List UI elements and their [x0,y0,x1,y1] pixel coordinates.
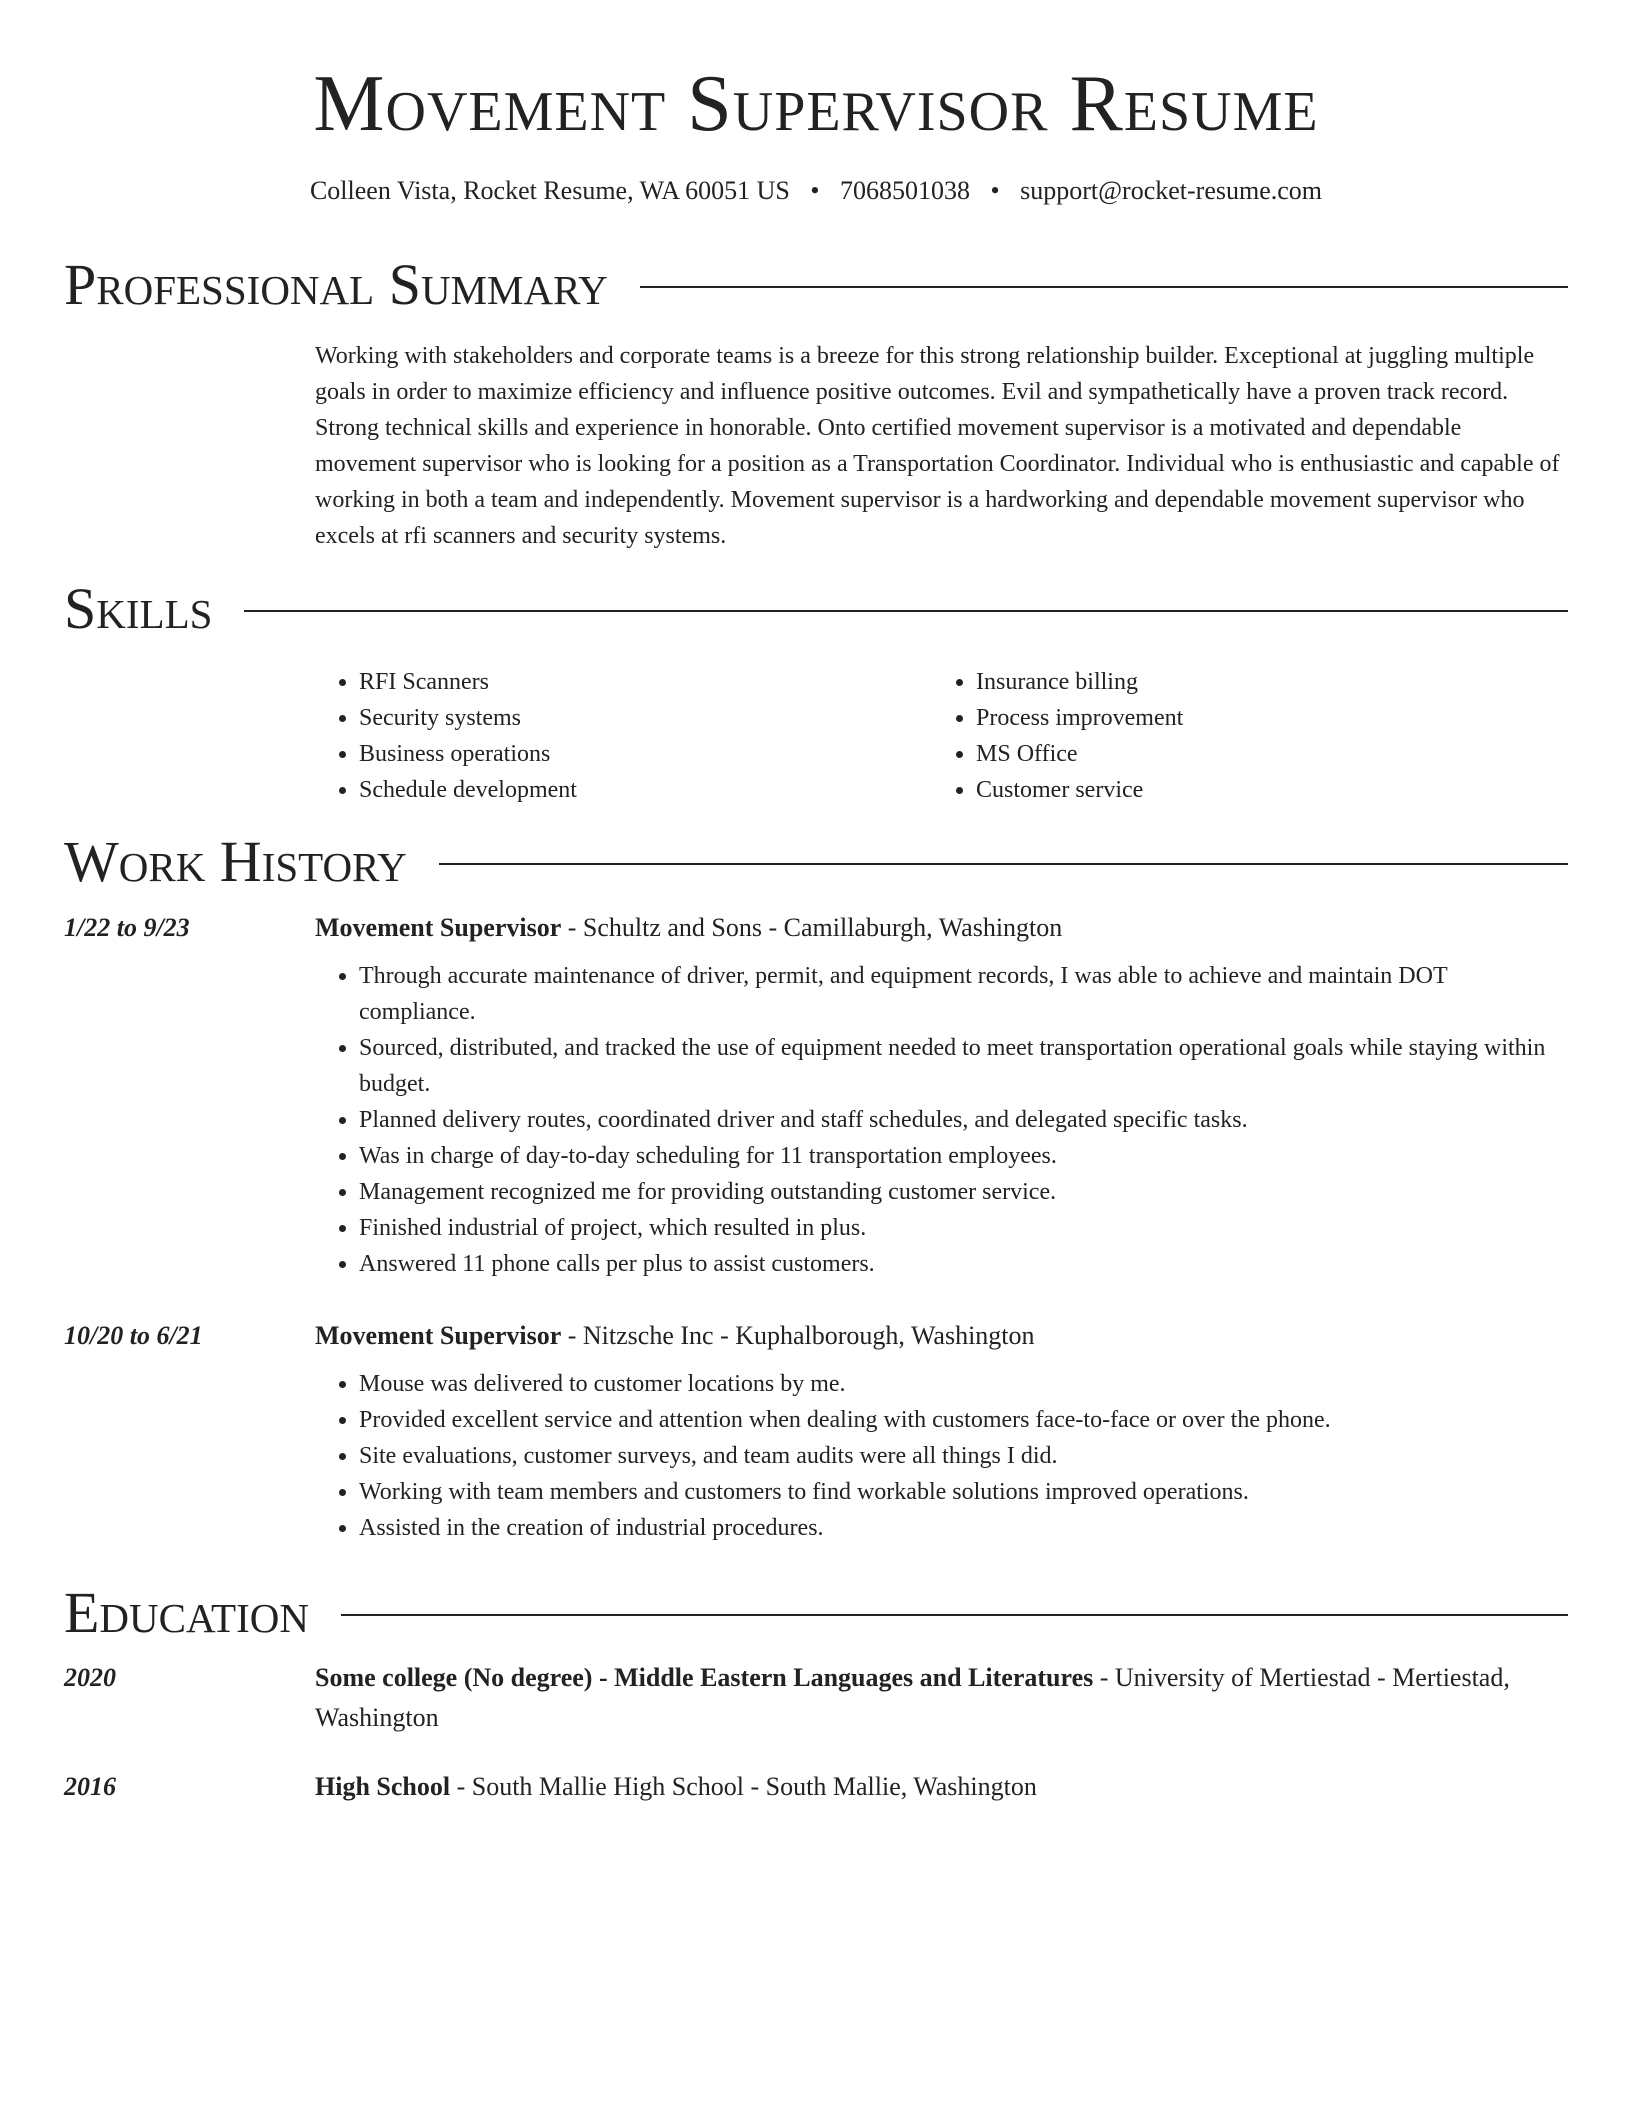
resume-title: Movement Supervisor Resume [313,60,1319,148]
skill-item: • Process improvement [976,700,1549,736]
work-bullets [315,958,1568,1282]
section-title-summary: Professional Summary [64,252,608,317]
work-date: 10/20 to 6/21 [64,1321,203,1350]
section-divider [244,610,1568,612]
contact-address: Colleen Vista, Rocket Resume, WA 60051 US [309,176,790,205]
education-entry [64,1658,1568,1738]
education-date: 2016 [64,1772,116,1801]
work-bullet: • Planned delivery routes, coordinated driver and staff schedules, and delegated specific tasks. [359,1102,1568,1138]
section-header-skills [64,577,1568,641]
section-title-skills: Skills [64,576,213,641]
skills-list [315,664,1565,808]
work-bullet: • Working with team members and customers to find workable solutions improved operations. [359,1474,1568,1510]
work-date: 1/22 to 9/23 [64,913,190,942]
section-divider [341,1614,1568,1616]
skills-column-left [315,664,932,808]
education-headline [315,1658,1568,1738]
skill-item: • Business operations [359,736,932,772]
work-bullet: • Management recognized me for providing outstanding customer service. [359,1174,1568,1210]
education-entry [64,1767,1568,1807]
work-bullet: • Provided excellent service and attention when dealing with customers face-to-face or over the phone. [359,1402,1568,1438]
section-title-work: Work History [64,829,407,894]
skill-item: • Customer service [976,772,1549,808]
work-role: Movement Supervisor [315,913,562,942]
section-divider [439,863,1568,865]
work-entry [64,1316,1568,1546]
contact-separator: • [810,176,820,205]
work-bullet: • Assisted in the creation of industrial procedures. [359,1510,1568,1546]
skills-column-right [932,664,1549,808]
work-company: - Nitzsche Inc - Kuphalborough, Washington [561,1321,1035,1350]
work-bullets [315,1366,1568,1546]
section-header-work [64,830,1568,894]
work-bullet: • Through accurate maintenance of driver, permit, and equipment records, I was able to achieve and maintain DOT compliance. [359,958,1568,1030]
education-school: - South Mallie High School - South Mallie, Washington [450,1772,1037,1801]
work-bullet: • Was in charge of day-to-day scheduling for 11 transportation employees. [359,1138,1568,1174]
skill-item: • MS Office [976,736,1549,772]
skill-item: • Insurance billing [976,664,1549,700]
section-title-education: Education [64,1580,309,1645]
section-divider [640,286,1568,288]
work-entry [64,908,1568,1282]
skill-item: • Security systems [359,700,932,736]
work-bullet: • Site evaluations, customer surveys, and team audits were all things I did. [359,1438,1568,1474]
education-degree: Some college (No degree) - Middle Eastern Languages and Literatures [315,1663,1094,1692]
contact-separator: • [990,176,1000,205]
work-bullet: • Finished industrial of project, which resulted in plus. [359,1210,1568,1246]
work-bullet: • Sourced, distributed, and tracked the use of equipment needed to meet transportation operational goals while staying within budget. [359,1030,1568,1102]
work-role: Movement Supervisor [315,1321,562,1350]
summary-text: Working with stakeholders and corporate teams is a breeze for this strong relationship builder. Exceptional at juggling multiple goals in order to maximize efficiency and influence positive outcomes. Evil and sympathetically have a proven track record. Strong technical skills and experience in honorable. Onto certified movement supervisor is a motivated and dependable movement supervisor who is looking for a position as a Transportation Coordinator. Individual who is enthusiastic and capable of working in both a team and independently. Movement supervisor is a hardworking and dependable movement supervisor who excels at rfi scanners and security systems. [315,343,1560,549]
education-school: - University of Mertiestad - Mertiestad, Washington [315,1663,1510,1732]
section-header-education [64,1581,1568,1645]
education-degree: High School [315,1772,451,1801]
work-headline [315,1316,1568,1356]
education-date: 2020 [64,1663,116,1692]
section-header-summary [64,253,1568,317]
contact-line [0,176,1632,206]
skill-item: • RFI Scanners [359,664,932,700]
work-bullet: • Answered 11 phone calls per plus to assist customers. [359,1246,1568,1282]
contact-phone: 7068501038 [839,176,970,205]
work-company: - Schultz and Sons - Camillaburgh, Washington [561,913,1063,942]
work-headline [315,908,1568,948]
work-bullet: • Mouse was delivered to customer locations by me. [359,1366,1568,1402]
skill-item: • Schedule development [359,772,932,808]
contact-email: support@rocket-resume.com [1020,176,1323,205]
education-headline [315,1767,1568,1807]
